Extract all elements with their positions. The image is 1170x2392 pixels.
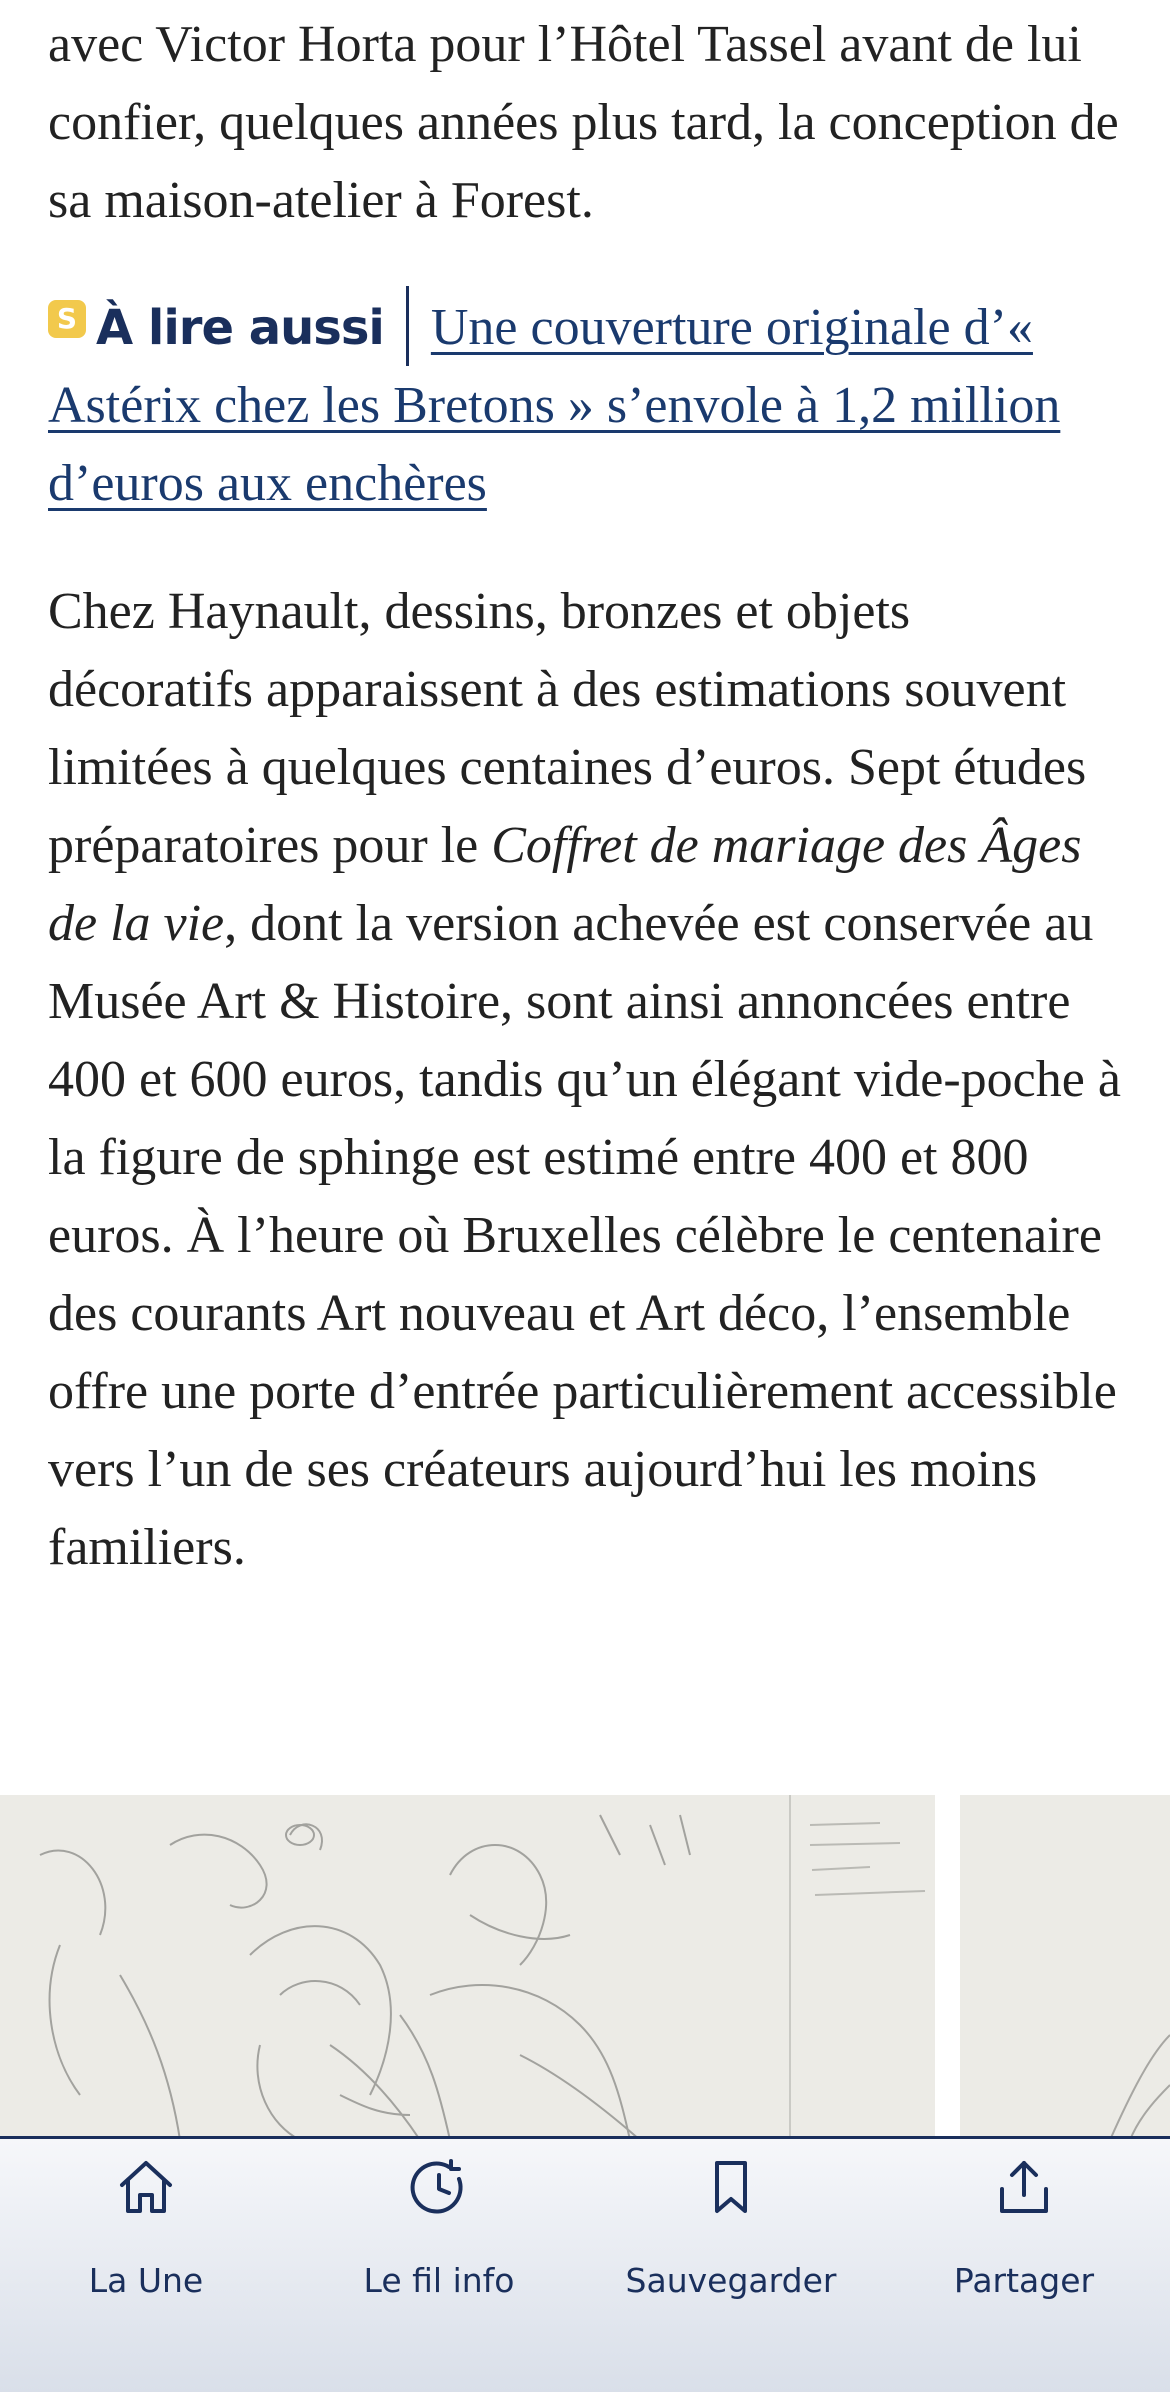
paragraph-main (48, 573, 1128, 1587)
paragraph-intro: avec Victor Horta pour l’Hôtel Tassel avant de lui confier, quelques années plus tard, la conception de sa maison-atelier à Forest. (48, 16, 1119, 229)
share-icon (994, 2157, 1054, 2217)
artwork-title: Coffret de mariage des Âges de la vie (48, 817, 1082, 952)
paragraph-text-2: , dont la version achevée est conservée au Musée Art & Histoire, sont ainsi annoncées entre 400 et 600 euros, tandis qu’un élégant vide-poche à la figure de sphinge est estimé entre 400 et 800 euros. À l’heure où Bruxelles célèbre le centenaire des courants Art nouveau et Art déco, l’ensemble offre une porte d’entrée particulièrement accessible vers l’un de ses créateurs aujourd’hui les moins familiers. (48, 895, 1121, 1576)
badge-letter: S (56, 302, 78, 335)
pencil-sketch-illustration (0, 1795, 935, 2140)
tab-sauvegarder[interactable] (585, 2139, 877, 2339)
tab-label: Partager (953, 2261, 1095, 2300)
tab-label: La Une (88, 2261, 204, 2300)
bookmark-icon (701, 2157, 761, 2217)
tab-partager[interactable] (878, 2139, 1170, 2339)
read-also-link[interactable]: Une couverture originale d’« Astérix chez les Bretons » s’envole à 1,2 million d’euros aux enchères (48, 299, 1061, 512)
read-also-block (48, 286, 1128, 523)
divider (406, 286, 409, 366)
clock-icon (409, 2157, 469, 2217)
paragraph-text-1: Chez Haynault, dessins, bronzes et objets décoratifs apparaissent à des estimations souvent limitées à quelques centaines d’euros. Sept études préparatoires pour le (48, 583, 1087, 874)
tab-le-fil-info[interactable] (293, 2139, 585, 2339)
sketch-image-next[interactable] (960, 1795, 1170, 2140)
sketch-image[interactable] (0, 1795, 935, 2140)
read-also-label: À lire aussi (96, 300, 384, 356)
image-gallery[interactable] (0, 1795, 1170, 2140)
pencil-sketch-illustration-2 (960, 1795, 1170, 2140)
tab-label: Sauvegarder (625, 2261, 837, 2300)
subscriber-badge-icon (48, 300, 86, 338)
tab-label: Le fil info (363, 2261, 515, 2300)
home-icon (116, 2157, 176, 2217)
tab-la-une[interactable] (0, 2139, 292, 2339)
bottom-tab-bar (0, 2136, 1170, 2392)
